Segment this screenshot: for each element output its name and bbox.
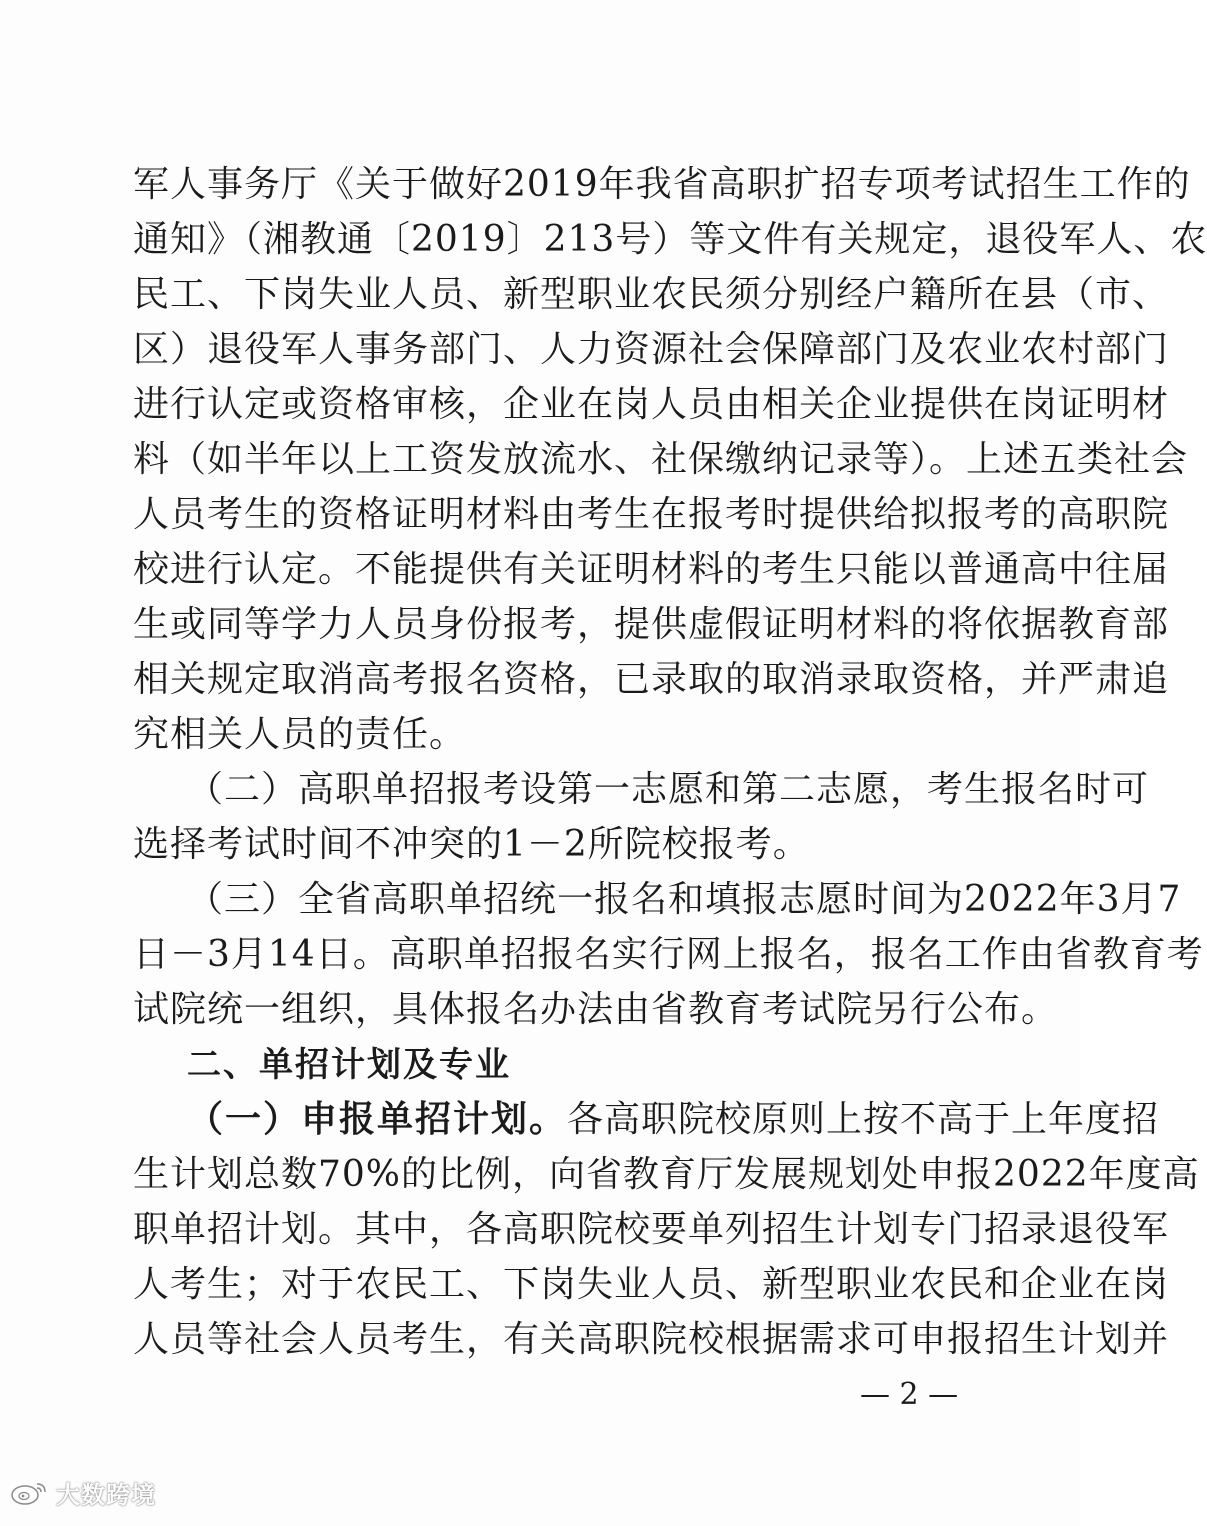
body-line: 区）退役军人事务部门、人力资源社会保障部门及农业农村部门 — [133, 329, 1170, 370]
page-number: — 2 — — [860, 1377, 959, 1412]
body-line: 究相关人员的责任。 — [133, 714, 467, 755]
body-line: 选择考试时间不冲突的1－2所院校报考。 — [133, 824, 810, 865]
body-line: 日－3月14日。高职单招报名实行网上报名，报名工作由省教育考 — [133, 934, 1204, 975]
body-line: 相关规定取消高考报名资格，已录取的取消录取资格，并严肃追 — [133, 659, 1170, 700]
body-line: 职单招计划。其中，各高职院校要单列招生计划专门招录退役军 — [133, 1209, 1170, 1250]
body-line: 人员考生的资格证明材料由考生在报考时提供给拟报考的高职院 — [133, 494, 1170, 535]
body-line: 试院统一组织，具体报名办法由省教育考试院另行公布。 — [133, 989, 1059, 1030]
body-line-with-bold-lead — [187, 1093, 1160, 1147]
subsection-heading: （一）申报单招计划。 — [187, 1099, 568, 1140]
body-line: 生计划总数70%的比例，向省教育厅发展规划处申报2022年度高 — [133, 1154, 1200, 1195]
body-line: 民工、下岗失业人员、新型职业农民须分别经户籍所在县（市、 — [133, 274, 1170, 315]
body-line: 军人事务厅《关于做好2019年我省高职扩招专项考试招生工作的 — [133, 164, 1191, 205]
weibo-style-logo-icon — [10, 1478, 50, 1506]
body-line: 校进行认定。不能提供有关证明材料的考生只能以普通高中往届 — [133, 549, 1170, 590]
body-line-continuation: 各高职院校原则上按不高于上年度招 — [567, 1099, 1160, 1140]
body-line: 通知》（湘教通〔2019〕213号）等文件有关规定，退役军人、农 — [133, 219, 1207, 260]
watermark-text: 大数跨境 — [56, 1480, 156, 1509]
body-line: 人员等社会人员考生，有关高职院校根据需求可申报招生计划并 — [133, 1319, 1170, 1360]
body-line: （二）高职单招报考设第一志愿和第二志愿，考生报名时可 — [187, 769, 1150, 810]
body-line: 进行认定或资格审核，企业在岗人员由相关企业提供在岗证明材 — [133, 384, 1170, 425]
body-line: 人考生；对于农民工、下岗失业人员、新型职业农民和企业在岗 — [133, 1264, 1170, 1305]
section-heading: 二、单招计划及专业 — [187, 1045, 511, 1085]
body-line: （三）全省高职单招统一报名和填报志愿时间为2022年3月7 — [187, 879, 1182, 920]
body-line: 料（如半年以上工资发放流水、社保缴纳记录等）。上述五类社会 — [133, 439, 1189, 480]
watermark — [10, 1474, 156, 1510]
body-line: 生或同等学力人员身份报考，提供虚假证明材料的将依据教育部 — [133, 604, 1170, 645]
